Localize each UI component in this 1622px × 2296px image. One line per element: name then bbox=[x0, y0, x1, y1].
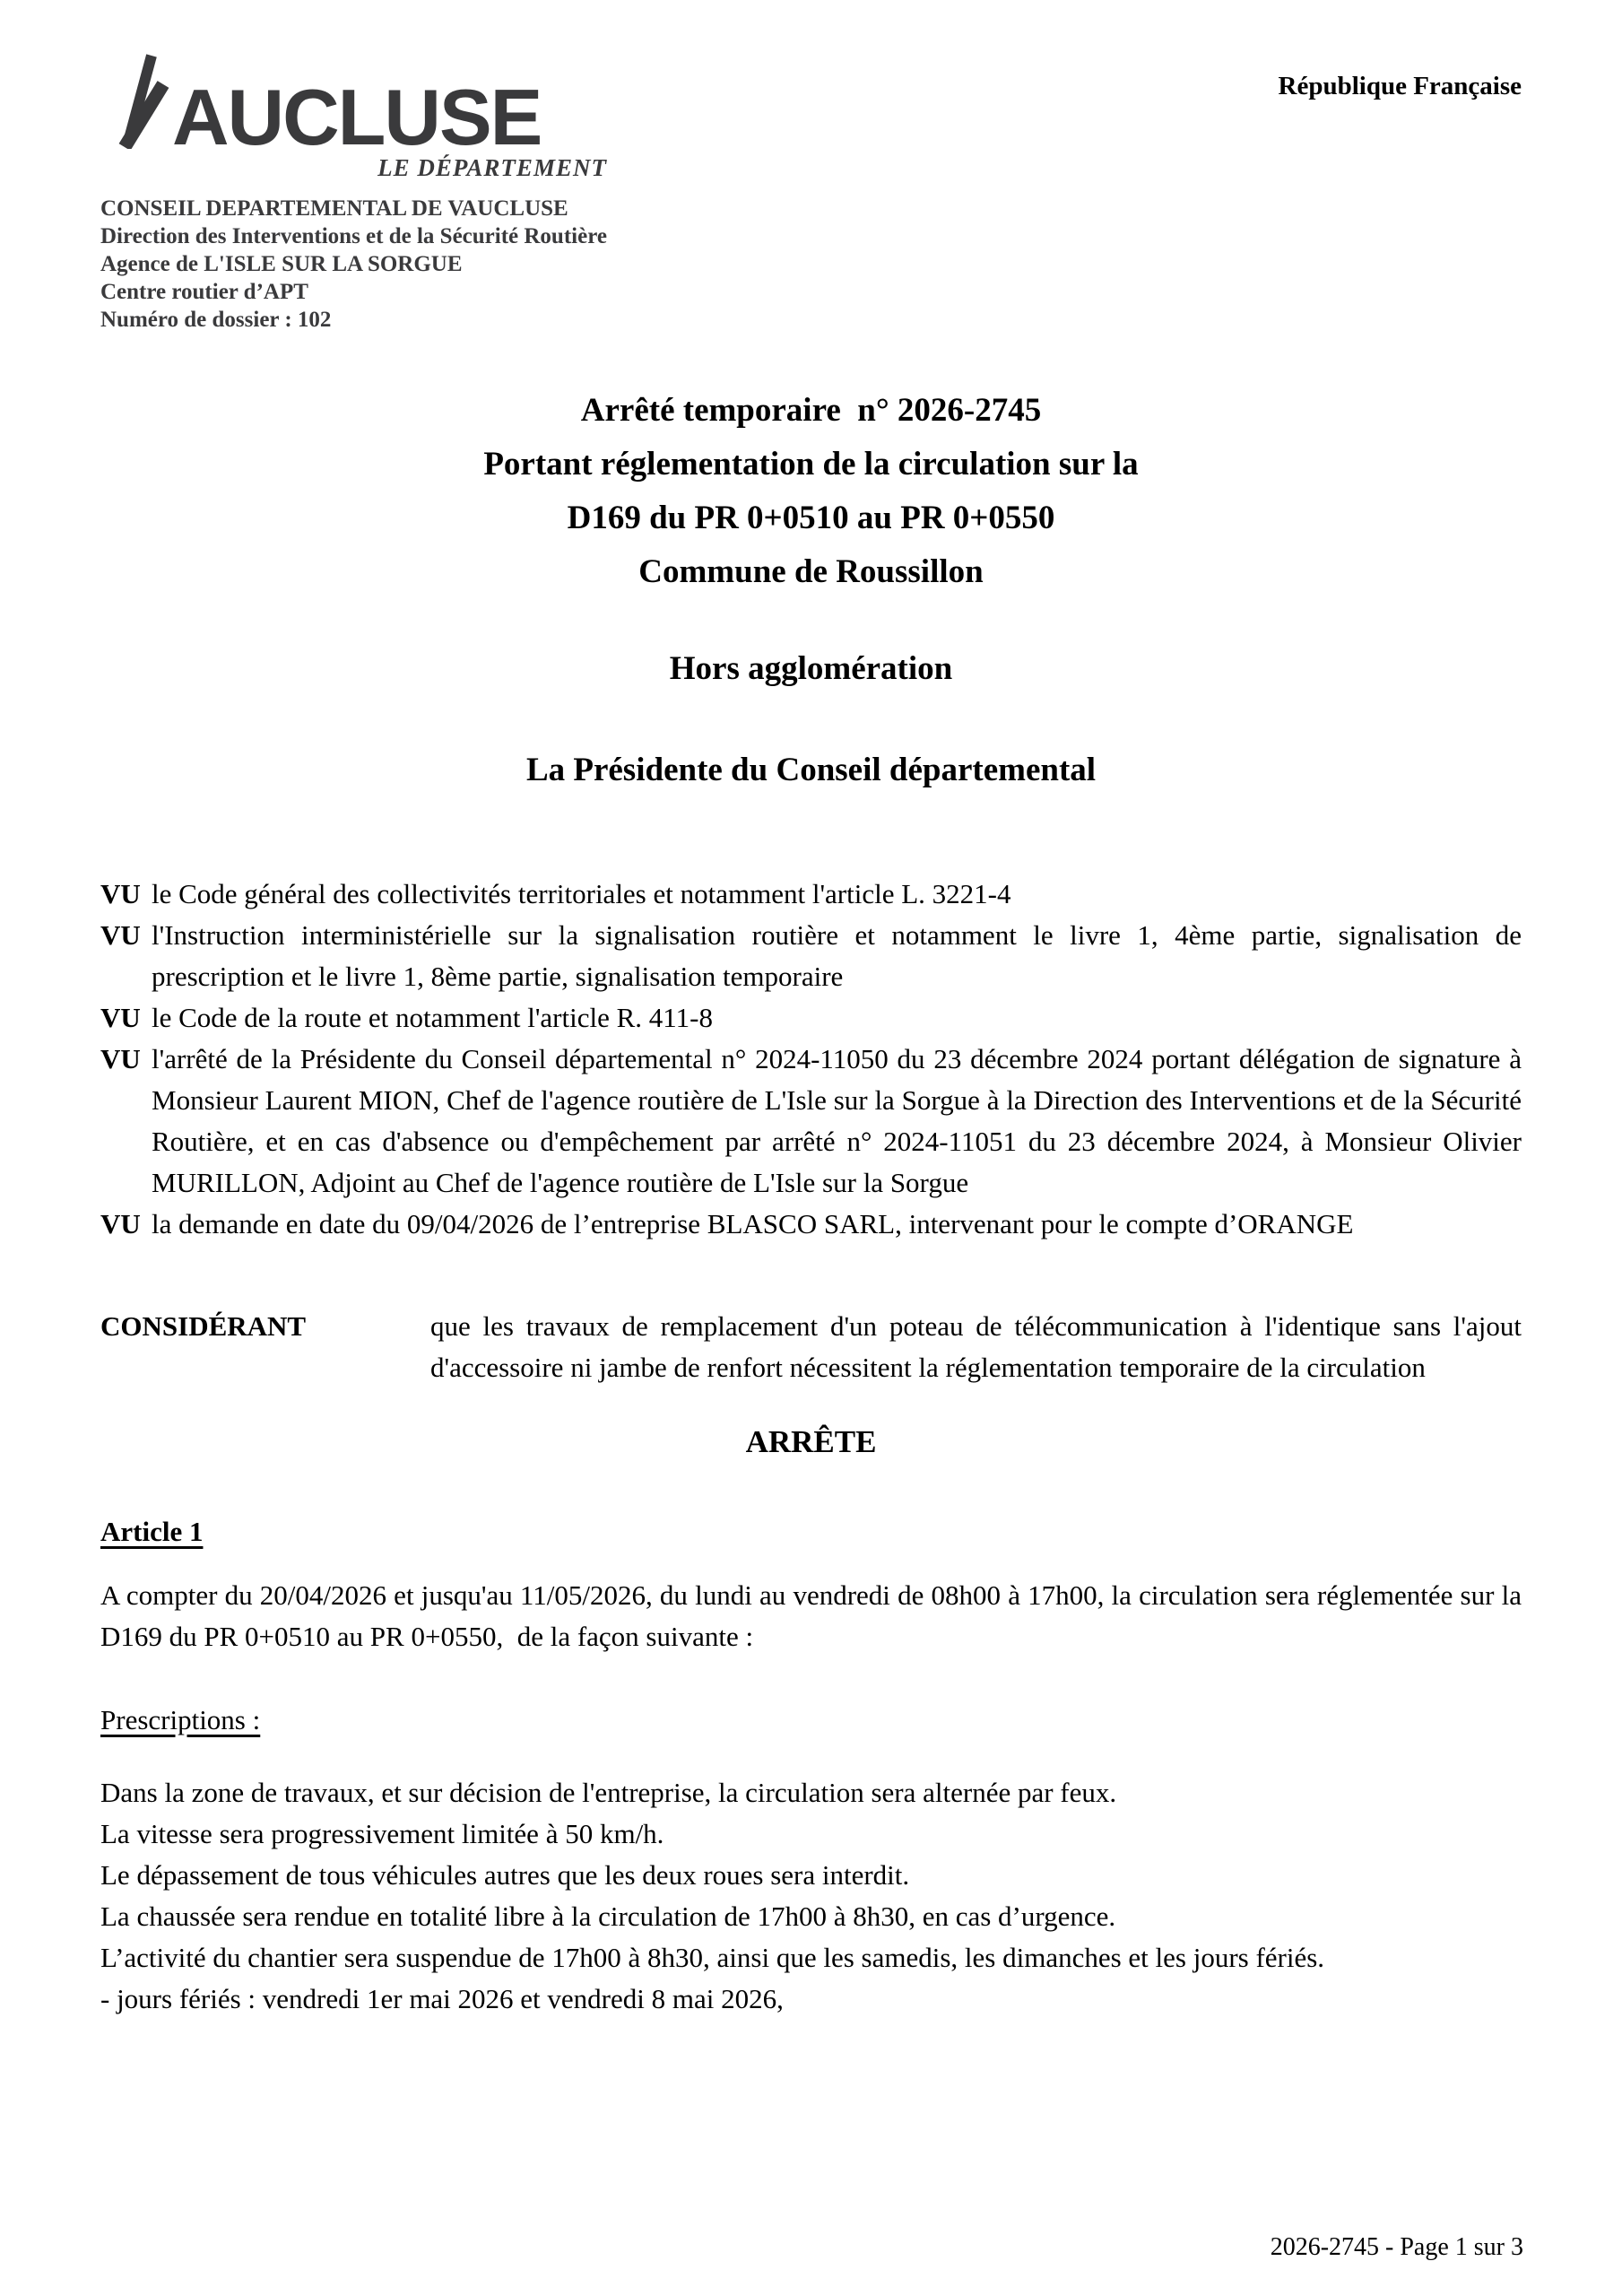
prescriptions-heading: Prescriptions : bbox=[100, 1704, 261, 1735]
title-line: Portant réglementation de la circulation sur la bbox=[483, 446, 1139, 483]
prescription-item: La chaussée sera rendue en totalité libre à la circulation de 17h00 à 8h30, en cas d’urgence. bbox=[100, 1900, 1116, 1932]
article1-heading: Article 1 bbox=[100, 1516, 204, 1547]
org-line: Centre routier d’APT bbox=[100, 280, 308, 304]
vu-item bbox=[100, 1039, 1522, 1204]
prescriptions-list bbox=[100, 1772, 1522, 2020]
vu-label: VU bbox=[100, 919, 141, 951]
vu-label: VU bbox=[100, 1043, 141, 1074]
prescription-item: Le dépassement de tous véhicules autres que les deux roues sera interdit. bbox=[100, 1859, 910, 1891]
vu-label: VU bbox=[100, 1208, 141, 1239]
prescription-item: - jours fériés : vendredi 1er mai 2026 et vendredi 8 mai 2026, bbox=[100, 1983, 784, 2014]
authority-title: La Présidente du Conseil départemental bbox=[525, 752, 1097, 788]
prescription-item: La vitesse sera progressivement limitée à 50 km/h. bbox=[100, 1818, 664, 1849]
vaucluse-logo-word bbox=[100, 52, 607, 162]
republique-francaise-label: République Française bbox=[1278, 72, 1522, 100]
org-line: Direction des Interventions et de la Sécurité Routière bbox=[100, 224, 607, 248]
vu-text: la demande en date du 09/04/2026 de l’entreprise BLASCO SARL, intervenant pour le compte d’ORANGE bbox=[152, 1208, 1354, 1239]
vu-item bbox=[100, 1204, 1522, 1245]
document-title bbox=[100, 384, 1522, 599]
vaucluse-logo-text: AUCLUSE bbox=[172, 73, 542, 162]
considerant-label: CONSIDÉRANT bbox=[100, 1310, 307, 1342]
title-line: D169 du PR 0+0510 au PR 0+0550 bbox=[567, 500, 1055, 536]
vaucluse-logo-subtitle: LE DÉPARTEMENT bbox=[377, 154, 607, 181]
vu-item bbox=[100, 874, 1522, 915]
prescription-item: L’activité du chantier sera suspendue de 17h00 à 8h30, ainsi que les samedis, les dimanches et les jours fériés. bbox=[100, 1942, 1325, 1973]
vaucluse-logo bbox=[100, 52, 607, 334]
considerant-text: que les travaux de remplacement d'un poteau de télécommunication à l'identique sans l'ajout d'accessoire ni jambe de renfort nécessitent la réglementation temporaire de la circulation bbox=[430, 1310, 1522, 1383]
org-line: Numéro de dossier : 102 bbox=[100, 308, 332, 332]
vu-text: l'Instruction interministérielle sur la signalisation routière et notamment le livre 1, 4ème partie, signalisation de prescription et le livre 1, 8ème partie, signalisation temporaire bbox=[152, 919, 1522, 992]
org-address-block bbox=[100, 195, 607, 334]
vu-item bbox=[100, 915, 1522, 997]
org-line: Agence de L'ISLE SUR LA SORGUE bbox=[100, 252, 463, 276]
page-header bbox=[100, 52, 1522, 334]
title-line: Arrêté temporaire n° 2026-2745 bbox=[580, 392, 1042, 429]
vu-item bbox=[100, 997, 1522, 1039]
vaucluse-v-icon bbox=[100, 52, 170, 149]
vu-text: le Code général des collectivités territoriales et notamment l'article L. 3221-4 bbox=[152, 878, 1011, 909]
vu-text: le Code de la route et notamment l'article R. 411-8 bbox=[152, 1002, 713, 1033]
vu-text: l'arrêté de la Présidente du Conseil départemental n° 2024-11050 du 23 décembre 2024 portant délégation de signature à Monsieur Laurent MION, Chef de l'agence routière de L'Isle sur la Sorgue à la Direction des Interventions et de la Sécurité Routière, et en cas d'absence ou d'empêchement par arrêté n° 2024-11051 du 23 décembre 2024, à Monsieur Olivier MURILLON, Adjoint au Chef de l'agence routière de L'Isle sur la Sorgue bbox=[152, 1043, 1522, 1198]
article1-intro: A compter du 20/04/2026 et jusqu'au 11/05/2026, du lundi au vendredi de 08h00 à 17h00, la circulation sera réglementée sur la D169 du PR 0+0510 au PR 0+0550, de la façon suivante : bbox=[100, 1579, 1529, 1652]
prescription-item: Dans la zone de travaux, et sur décision de l'entreprise, la circulation sera alternée par feux. bbox=[100, 1777, 1117, 1808]
vu-label: VU bbox=[100, 878, 141, 909]
title-line: Commune de Roussillon bbox=[638, 553, 984, 590]
page-footer: 2026-2745 - Page 1 sur 3 bbox=[1270, 2233, 1523, 2261]
vu-label: VU bbox=[100, 1002, 141, 1033]
arrete-heading: ARRÊTE bbox=[745, 1424, 877, 1459]
vu-section bbox=[100, 874, 1522, 1245]
location-note: Hors agglomération bbox=[669, 650, 953, 687]
org-line: CONSEIL DEPARTEMENTAL DE VAUCLUSE bbox=[100, 196, 568, 221]
considerant-block bbox=[100, 1306, 1522, 1388]
